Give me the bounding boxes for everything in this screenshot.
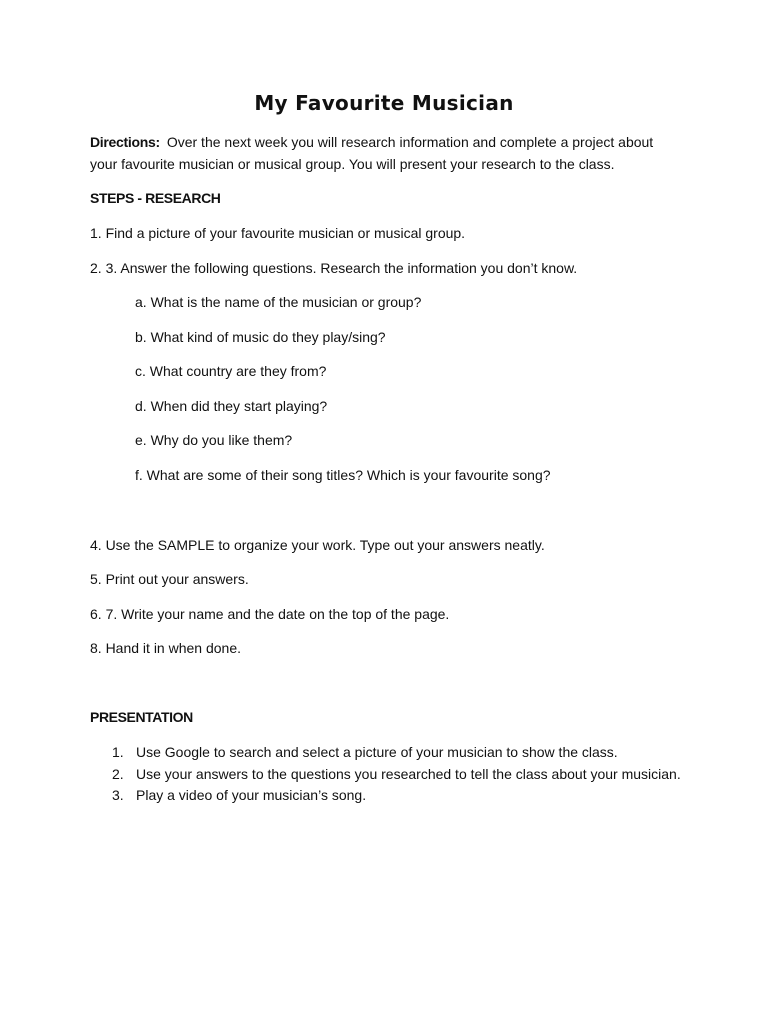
step-item: 5. Print out your answers. [90, 571, 249, 587]
question-item: c. What country are they from? [135, 363, 327, 379]
presentation-item-text: Play a video of your musician’s song. [136, 787, 367, 803]
presentation-item-number: 2. [112, 765, 124, 782]
question-item: b. What kind of music do they play/sing? [135, 329, 386, 345]
step-item: 2. 3. Answer the following questions. Research the information you don’t know. [90, 260, 578, 276]
presentation-item-number: 3. [112, 787, 124, 803]
presentation-item [112, 744, 681, 766]
directions-line-2: your favourite musician or musical group. You will present your research to the class. [90, 156, 615, 172]
directions-paragraph [90, 131, 690, 175]
question-item: d. When did they start playing? [135, 398, 328, 414]
presentation-item [112, 766, 681, 788]
presentation-heading: PRESENTATION [90, 709, 193, 725]
presentation-item-number: 1. [112, 744, 124, 760]
presentation-item [112, 787, 681, 809]
question-item: e. Why do you like them? [135, 432, 293, 448]
question-item: a. What is the name of the musician or group? [135, 294, 422, 310]
step-item: 1. Find a picture of your favourite musician or musical group. [90, 225, 466, 241]
presentation-item-text: Use Google to search and select a picture of your musician to show the class. [136, 744, 618, 760]
directions-line-1 [90, 131, 690, 153]
page-title: My Favourite Musician [254, 91, 514, 115]
step-item: 8. Hand it in when done. [90, 640, 241, 656]
step-item: 6. 7. Write your name and the date on the top of the page. [90, 606, 450, 622]
presentation-list [112, 744, 681, 809]
steps-research-heading: STEPS - RESEARCH [90, 190, 221, 206]
presentation-item-text: Use your answers to the questions you researched to tell the class about your musician. [136, 765, 681, 782]
directions-text-1: Over the next week you will research information and complete a project about [166, 134, 654, 150]
step-item: 4. Use the SAMPLE to organize your work. Type out your answers neatly. [90, 537, 545, 553]
question-item: f. What are some of their song titles? Which is your favourite song? [135, 467, 551, 483]
directions-label: Directions: [90, 134, 160, 150]
